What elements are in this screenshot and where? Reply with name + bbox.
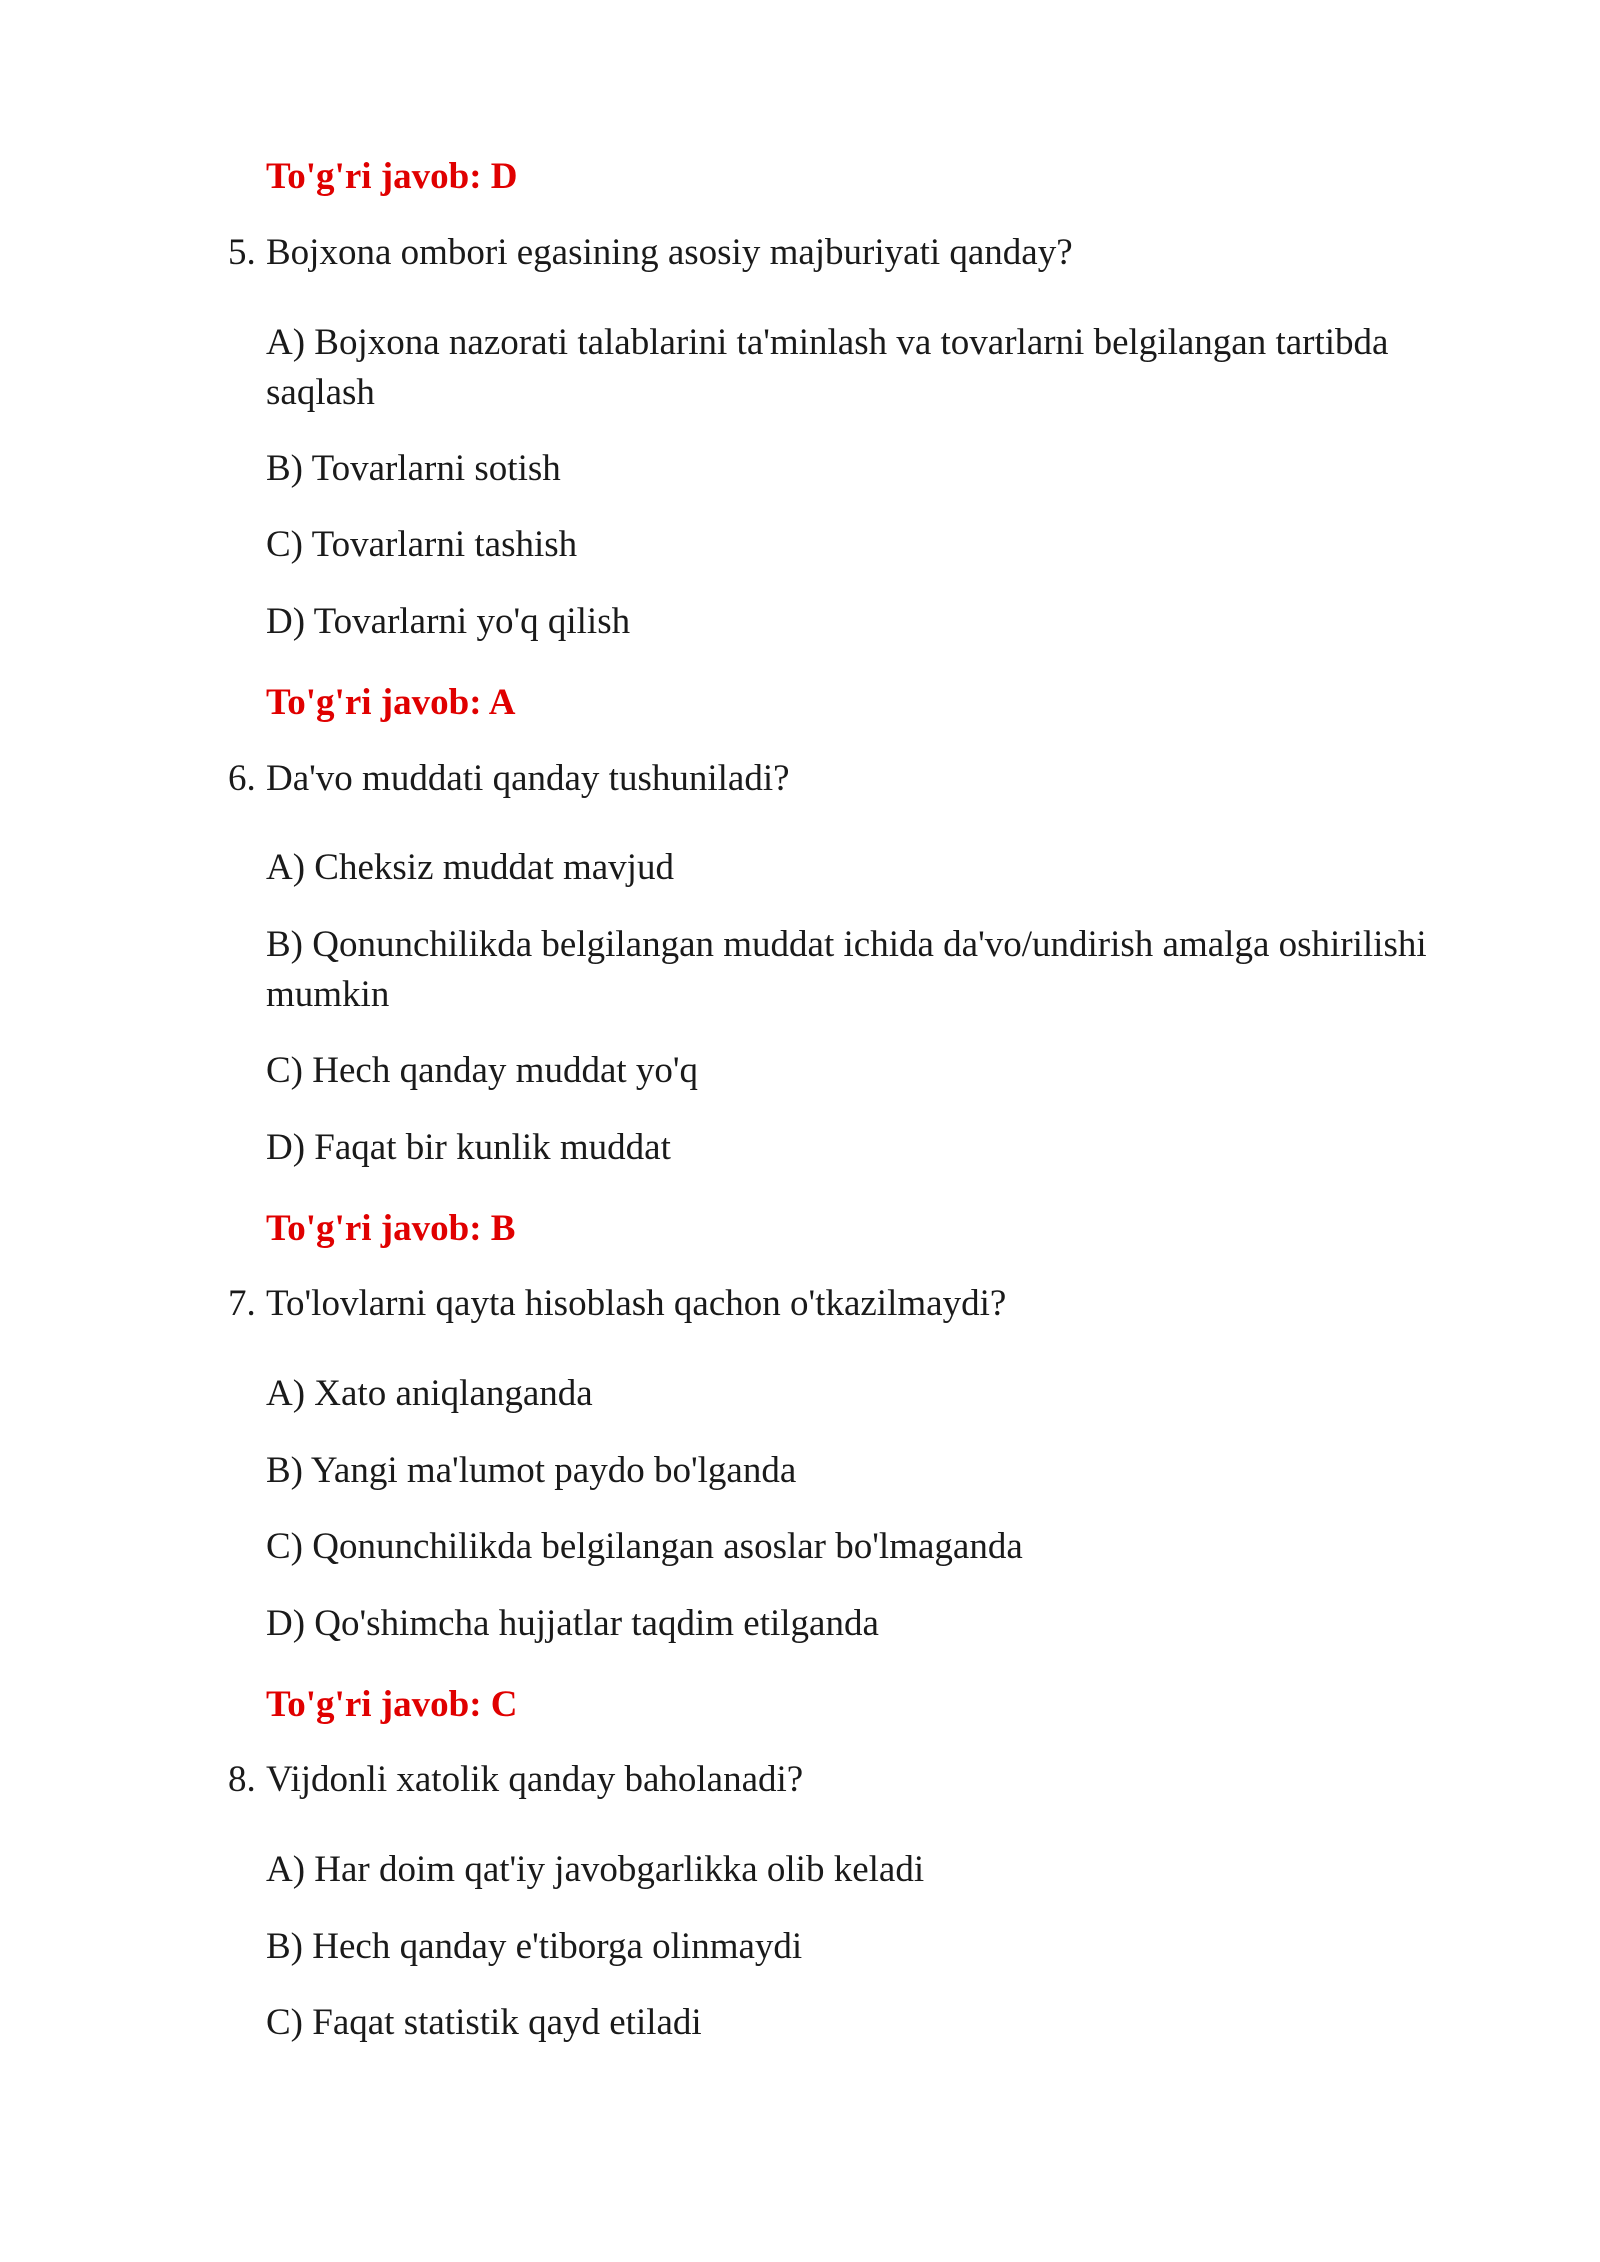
option-7a: A) Xato aniqlanganda <box>266 1373 593 1414</box>
option-8c: C) Faqat statistik qayd etiladi <box>266 2002 702 2043</box>
option-6a: A) Cheksiz muddat mavjud <box>266 847 674 888</box>
option-8b: B) Hech qanday e'tiborga olinmaydi <box>266 1926 803 1967</box>
option-6b: B) Qonunchilikda belgilangan muddat ichida da'vo/undirish amalga oshirilishi mumkin <box>266 924 1427 1015</box>
question-number: 5. <box>228 232 256 273</box>
option-6d: D) Faqat bir kunlik muddat <box>266 1127 671 1168</box>
option-6c: C) Hech qanday muddat yo'q <box>266 1050 699 1091</box>
option-8a: A) Har doim qat'iy javobgarlikka olib keladi <box>266 1849 925 1890</box>
option-5b: B) Tovarlarni sotish <box>266 448 561 489</box>
question-text: To'lovlarni qayta hisoblash qachon o'tkazilmaydi? <box>266 1283 1007 1324</box>
question-6 <box>228 760 790 797</box>
option-5d: D) Tovarlarni yo'q qilish <box>266 601 631 642</box>
option-7b: B) Yangi ma'lumot paydo bo'lganda <box>266 1450 797 1491</box>
question-text: Bojxona ombori egasining asosiy majburiyati qanday? <box>266 232 1073 273</box>
option-7c: C) Qonunchilikda belgilangan asoslar bo'lmaganda <box>266 1526 1023 1567</box>
question-5 <box>228 234 1073 271</box>
question-text: Vijdonli xatolik qanday baholanadi? <box>266 1759 804 1800</box>
question-number: 7. <box>228 1283 256 1324</box>
question-number: 6. <box>228 758 256 799</box>
correct-answer-5: To'g'ri javob: A <box>266 682 516 723</box>
option-5c: C) Tovarlarni tashish <box>266 524 578 565</box>
question-number: 8. <box>228 1759 256 1800</box>
correct-answer-4: To'g'ri javob: D <box>266 156 518 197</box>
option-7d: D) Qo'shimcha hujjatlar taqdim etilganda <box>266 1603 879 1644</box>
option-5a: A) Bojxona nazorati talablarini ta'minlash va tovarlarni belgilangan tartibda saqlash <box>266 322 1389 413</box>
question-7 <box>228 1285 1006 1322</box>
question-text: Da'vo muddati qanday tushuniladi? <box>266 758 790 799</box>
correct-answer-6: To'g'ri javob: B <box>266 1208 516 1249</box>
correct-answer-7: To'g'ri javob: C <box>266 1684 518 1725</box>
question-8 <box>228 1761 803 1798</box>
